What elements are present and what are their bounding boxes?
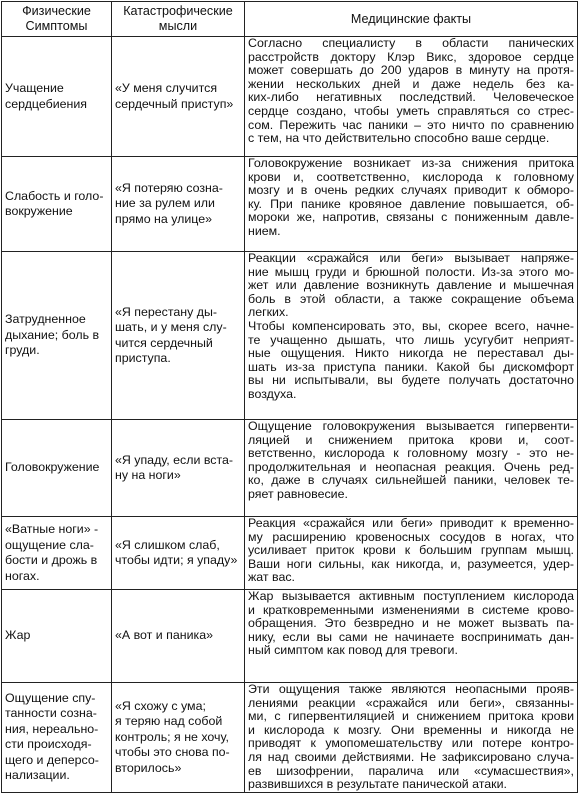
- fact-cell-line: легких.: [248, 305, 289, 320]
- symptom-cell: [2, 517, 112, 590]
- fact-cell: [245, 157, 578, 252]
- symptom-cell: [2, 590, 112, 683]
- thought-cell-line: чтобы идти; я упаду»: [115, 553, 238, 567]
- fact-cell-line: ку. При панике кровяное давление повышается, об-: [248, 196, 574, 211]
- table-body: [2, 37, 578, 793]
- thought-cell: [112, 683, 245, 793]
- fact-cell-line: ные ощущения. Никто никогда не переставал ды-: [248, 346, 574, 361]
- fact-cell-line: лениями реакции «сражайся или беги», связанны-: [248, 695, 574, 710]
- table-row: [2, 252, 578, 420]
- thought-cell-line: «Я слишком слаб,: [115, 537, 220, 552]
- fact-cell-line: шать из-за приступа паники. Какой бы дискомфорт: [248, 359, 574, 374]
- fact-cell-line: боль в этой области, а также сокращение объема: [248, 291, 574, 306]
- header-thoughts: [112, 2, 245, 37]
- fact-cell: [245, 517, 578, 590]
- fact-cell-line: сом. Пережить час паники – это ничто по сравнению: [248, 117, 574, 132]
- fact-cell-line: Ощущение головокружения вызывается гипервенти-: [248, 419, 574, 433]
- fact-cell-line: ляцией и снижением притока крови и, соот-: [248, 432, 574, 447]
- fact-cell-line: Ваши ноги сильны, как никогда, и, разумеется, удер-: [248, 556, 574, 571]
- fact-cell-line: жении нескольких дней и даже недель без ка-: [248, 76, 574, 91]
- symptom-cell-line: Слабость и голо-: [5, 188, 104, 203]
- fact-cell-line: и кислорода к мозгу. Они временны и никогда не: [248, 722, 574, 737]
- symptom-cell-line: «Ватные ноги» -: [5, 522, 99, 536]
- fact-cell-line: нику, если вы сами не начинаете воспринимать дан-: [248, 629, 574, 644]
- thought-cell-line: приступа.: [115, 351, 171, 365]
- thought-cell: [112, 590, 245, 683]
- thought-cell-line: «У меня случится: [115, 81, 218, 95]
- fact-cell-line: Эти ощущения также являются неопасными прояв-: [248, 682, 574, 696]
- table-row: [2, 590, 578, 683]
- header-facts-line: Медицинские факты: [350, 11, 472, 26]
- fact-cell-line: воздуха.: [248, 386, 297, 401]
- header-facts: [245, 2, 578, 37]
- header-symptoms-line: Физические: [22, 4, 91, 18]
- fact-cell-line: му расширению кровеносных сосудов в ногах, что: [248, 529, 574, 544]
- symptom-cell: [2, 683, 112, 793]
- header-symptoms: [2, 2, 112, 37]
- fact-cell-line: ми, с гипервентиляцией и снижением притока крови: [248, 709, 574, 724]
- thought-cell-line: я теряю над собой: [115, 714, 223, 729]
- thought-cell-line: контроль; я не хочу,: [115, 729, 229, 744]
- fact-cell-line: обращения. Это безвредно и не может вызвать па-: [248, 616, 574, 631]
- thought-cell-line: чтобы это снова по-: [115, 745, 230, 760]
- fact-cell-line: ный симптом как повод для тревоги.: [248, 643, 458, 658]
- table-row: [2, 517, 578, 590]
- symptom-cell-line: вокружение: [5, 204, 73, 218]
- fact-cell-line: может совершать до 200 ударов в минуту на протя-: [248, 63, 574, 78]
- thought-cell-line: ну на ноги»: [115, 468, 181, 482]
- fact-cell-line: вы ни испытывали, вы будете получать достаточно: [248, 373, 574, 388]
- fact-cell-line: ля над своими действиями. Не зафиксировано случа-: [248, 749, 574, 764]
- fact-cell-line: ко, даже в случаях сильнейшей паники, человек те-: [248, 473, 574, 488]
- thought-cell: [112, 517, 245, 590]
- symptom-cell-line: Головокружение: [5, 460, 100, 475]
- fact-cell-line: Головокружение возникает из-за снижения притока: [248, 156, 574, 170]
- fact-cell-line: расстройств доктору Клэр Викс, здоровое сердце: [248, 49, 574, 64]
- thought-cell-line: «Я упаду, если вста-: [115, 452, 234, 467]
- symptom-cell-line: груди.: [5, 343, 40, 358]
- fact-cell-line: мороки же, напротив, связаны с пониженным давле-: [248, 210, 574, 225]
- symptom-cell-line: ногах.: [5, 568, 40, 583]
- header-thoughts-line: мысли: [158, 19, 198, 33]
- thought-cell: [112, 37, 245, 157]
- symptom-cell: [2, 420, 112, 517]
- symptom-cell-line: ощущение сла-: [5, 537, 94, 552]
- symptom-cell-line: щего и деперсо-: [5, 752, 99, 767]
- fact-cell-line: ние мышц груди и брюшной полости. Из-за этого мо-: [248, 264, 574, 279]
- symptom-cell-line: бости и дрожь в: [5, 553, 98, 567]
- thought-cell-line: сердечный приступ»: [115, 96, 234, 111]
- thought-cell: [112, 252, 245, 420]
- fact-cell-line: Согласно специалисту в области панических: [248, 36, 574, 50]
- fact-cell-line: жет или давление возникнуть давление и мышечная: [248, 278, 574, 293]
- fact-cell-line: Реакции «сражайся или беги» вызывает напряже-: [248, 251, 574, 265]
- thought-cell-line: вторилось»: [115, 760, 182, 775]
- symptom-cell-line: ния, нереально-: [5, 721, 99, 736]
- thought-cell-line: ние за рулем или: [115, 196, 215, 211]
- fact-cell-line: крови и, соответственно, кислорода к головному: [248, 169, 574, 184]
- symptom-cell-line: Учащение: [5, 81, 64, 95]
- fact-cell: [245, 37, 578, 157]
- fact-cell: [245, 590, 578, 683]
- symptom-cell-line: дыхание; боль в: [5, 327, 100, 342]
- fact-cell-line: Жар вызывается активным поступлением кислорода: [248, 589, 574, 603]
- table-row: [2, 420, 578, 517]
- thought-cell-line: «Я перестану ды-: [115, 304, 218, 319]
- thought-cell-line: шать, и у меня слу-: [115, 320, 227, 334]
- thought-cell: [112, 157, 245, 252]
- fact-cell-line: развившихся в результате панической атаки.: [248, 777, 507, 792]
- fact-cell-line: те учащенно дышать, что лишь усугубит неприят-: [248, 332, 574, 347]
- fact-cell-line: усиливает приток крови к большим группам мышц.: [248, 543, 574, 558]
- fact-cell-line: ряет равновесие.: [248, 486, 348, 501]
- fact-cell: [245, 252, 578, 420]
- fact-cell-line: ев шизофрении, паралича или «сумасшествия»,: [248, 763, 574, 778]
- header-symptoms-line: Симптомы: [25, 19, 88, 33]
- thought-cell-line: «А вот и паника»: [115, 628, 213, 643]
- table-header-row: [2, 2, 578, 37]
- table-row: [2, 157, 578, 252]
- thought-cell-line: «Я потеряю созна-: [115, 180, 223, 195]
- fact-cell-line: мозгу и в очень редких случаях приводит к обморо-: [248, 183, 574, 198]
- fact-cell-line: и кратковременными изменениями в системе крово-: [248, 602, 574, 617]
- fact-cell-line: сердце создано, чтобы уметь справляться со стрес-: [248, 103, 574, 118]
- symptom-cell-line: Ощущение спу-: [5, 690, 96, 705]
- symptom-cell: [2, 252, 112, 420]
- fact-cell-line: продолжительная и неопасная реакция. Очень ред-: [248, 459, 574, 474]
- fact-cell-line: Чтобы компенсировать это, вы, скорее всего, начне-: [248, 318, 574, 333]
- symptom-cell: [2, 37, 112, 157]
- symptom-cell-line: нализации.: [5, 768, 70, 783]
- fact-cell-line: ких-либо негативных последствий. Человеческое: [248, 90, 574, 105]
- thought-cell-line: чится сердечный: [115, 335, 213, 350]
- fact-cell-line: с тем, на что действительно способно ваше сердце.: [248, 131, 550, 146]
- fact-cell-line: приводят к умопомешательству или потере контро-: [248, 736, 574, 751]
- symptom-cell-line: Затрудненное: [5, 312, 86, 327]
- table-row: [2, 37, 578, 157]
- symptom-cell-line: танности созна-: [5, 706, 97, 721]
- fact-cell-line: нием.: [248, 223, 281, 238]
- fact-cell-line: жат вас.: [248, 570, 295, 585]
- fact-cell-line: Реакция «сражайся или беги» приводит к временно-: [248, 516, 574, 530]
- symptom-cell: [2, 157, 112, 252]
- symptom-cell-line: сти происходя-: [5, 737, 92, 752]
- thought-cell-line: прямо на улице»: [115, 211, 213, 226]
- fact-cell: [245, 420, 578, 517]
- table-row: [2, 683, 578, 793]
- symptom-cell-line: сердцебиения: [5, 96, 88, 111]
- thought-cell-line: «Я схожу с ума;: [115, 698, 206, 713]
- fact-cell-line: ветственно, кислорода к головному мозгу - это не-: [248, 446, 574, 461]
- fact-cell: [245, 683, 578, 793]
- thought-cell: [112, 420, 245, 517]
- panic-symptoms-table: [1, 1, 578, 793]
- header-thoughts-line: Катастрофические: [123, 4, 233, 18]
- symptom-cell-line: Жар: [5, 628, 31, 643]
